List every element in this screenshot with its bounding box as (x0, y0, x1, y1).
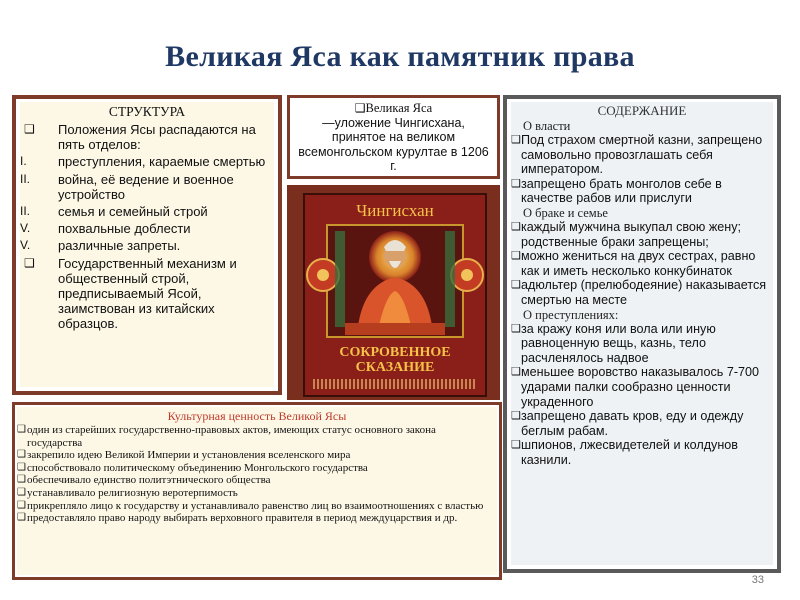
structure-section: II. семья и семейный строй (20, 204, 208, 220)
checkbox-bullet-icon: ❑ (17, 461, 26, 473)
checkbox-bullet-icon: ❑ (511, 410, 521, 423)
list-item: ❑ шпионов, лжесвидетелей и колдунов казнили. (511, 438, 738, 467)
checkbox-bullet-icon: ❑ (24, 122, 35, 136)
structure-section: V. различные запреты. (20, 238, 181, 254)
structure-section: II. война, её ведение и военное устройство (20, 171, 234, 202)
checkbox-bullet-icon: ❑ (17, 449, 26, 461)
checkbox-bullet-icon: ❑ (511, 322, 521, 335)
yasa-heading: Великая Яса (365, 101, 433, 115)
structure-section: V. похвальные доблести (20, 221, 191, 237)
list-item: ❑ адюльтер (прелюбодеяние) наказывается смертью на месте (511, 278, 767, 307)
structure-intro: ❑ Положения Ясы распадаются на пять отделов: (24, 122, 256, 153)
list-item: ❑ можно жениться на двух сестрах, равно как и иметь несколько конкубинаток (511, 249, 756, 278)
yasa-definition-box (287, 95, 500, 179)
book-cover-subtitle: СОКРОВЕННОЕ СКАЗАНИЕ (339, 345, 451, 375)
checkbox-bullet-icon: ❑ (511, 279, 521, 292)
content-subheading: О преступлениях: (523, 307, 619, 322)
checkbox-bullet-icon: ❑ (354, 101, 366, 115)
list-item: ❑ запрещено брать монголов себе в качестве рабов или прислуги (511, 176, 722, 206)
yasa-definition-text: —уложение Чингисхана, принятое на великом всемонгольском курултае в 1206 г. (298, 115, 489, 173)
content-subheading: О власти (523, 119, 571, 133)
page-number: 33 (751, 574, 764, 586)
structure-section: I. преступления, караемые смертью (20, 154, 266, 170)
checkbox-bullet-icon: ❑ (511, 250, 521, 263)
checkbox-bullet-icon: ❑ (17, 424, 26, 435)
checkbox-bullet-icon: ❑ (511, 134, 521, 146)
checkbox-bullet-icon: ❑ (511, 439, 521, 452)
checkbox-bullet-icon: ❑ (17, 512, 26, 524)
list-item: ❑ прикрепляло лицо к государству и устанавливало равенство лиц во взаимоотношениях с властью (17, 499, 484, 512)
content-subheading: О браке и семье (523, 205, 608, 220)
book-cover-image (287, 185, 500, 400)
cultural-value-panel (12, 402, 502, 580)
list-item: ❑ Под страхом смертной казни, запрещено самовольно провозглашать себя императором. (511, 133, 763, 177)
list-item: ❑ способствовало политическому объединению Монгольского государства (17, 461, 368, 474)
list-item: ❑ каждый мужчина выкупал свою жену; родственные браки запрещены; (511, 219, 742, 249)
structure-panel (12, 95, 282, 395)
book-cover-fine-print (313, 379, 477, 389)
checkbox-bullet-icon: ❑ (17, 486, 26, 498)
list-item: ❑ один из старейших государственно-правовых актов, имеющих статус основного закона государства (17, 424, 436, 449)
content-heading: СОДЕРЖАНИЕ (597, 103, 687, 118)
list-item: ❑ обеспечивало единство политэтнического общества (17, 474, 271, 487)
list-item: ❑ запрещено давать кров, еду и одежду беглым рабам. (511, 409, 744, 438)
checkbox-bullet-icon: ❑ (511, 220, 521, 233)
list-item: ❑ меньшее воровство наказывалось 7-700 ударами палки сообразно ценности украденного (511, 365, 760, 409)
checkbox-bullet-icon: ❑ (17, 474, 26, 486)
list-item: ❑ закрепило идею Великой Империи и установления вселенского мира (17, 449, 351, 462)
checkbox-bullet-icon: ❑ (511, 366, 521, 379)
cultural-value-heading: Культурная ценность Великой Ясы (167, 409, 347, 423)
checkbox-bullet-icon: ❑ (511, 177, 521, 190)
book-cover-title: Чингисхан (356, 201, 434, 220)
checkbox-bullet-icon: ❑ (17, 499, 26, 511)
list-item: ❑ за кражу коня или вола или иную равноценную вещь, казнь, тело расчленялось надвое (511, 321, 716, 365)
book-cover (303, 193, 487, 397)
list-item: ❑ устанавливало религиозную веротерпимость (17, 486, 238, 499)
checkbox-bullet-icon: ❑ (24, 255, 35, 270)
slide-title: Великая Яса как памятник права (165, 40, 635, 73)
list-item: ❑ предоставляло право народу выбирать верховного правителя в период междуцарствия и др. (17, 512, 458, 525)
structure-heading: СТРУКТУРА (108, 104, 186, 119)
content-panel (503, 95, 781, 573)
structure-conclusion: ❑ Государственный механизм и общественный строй, предписываемый Ясой, заимствован из китайских образцов. (24, 255, 237, 332)
